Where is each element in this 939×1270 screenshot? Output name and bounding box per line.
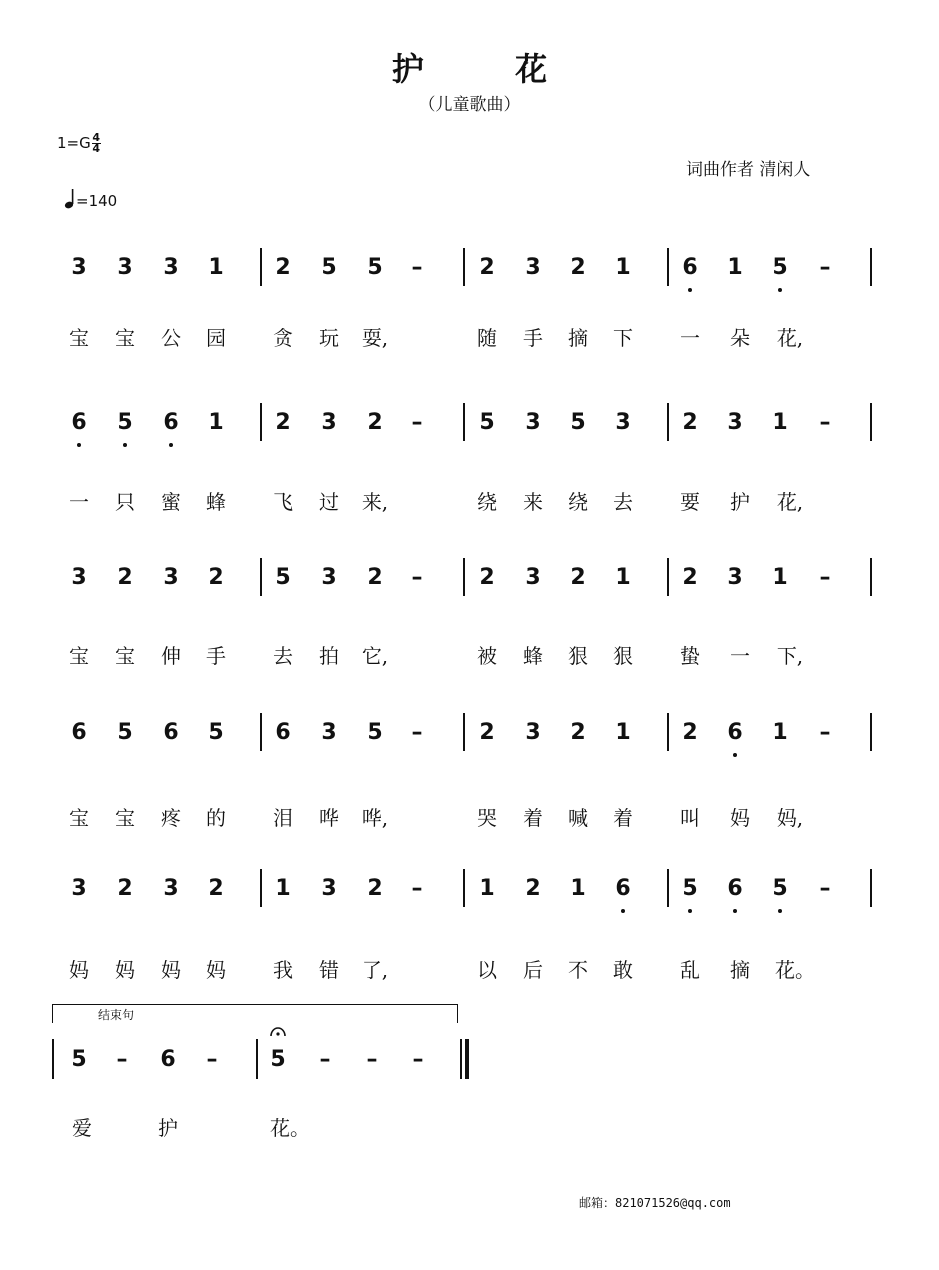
lyric-syllable: 宝 (115, 644, 135, 668)
note: – (412, 1047, 424, 1072)
key-label: 1=G (57, 134, 91, 152)
lyric-syllable: 狠 (568, 644, 588, 668)
lyric-syllable: 妈 (115, 958, 135, 982)
lyric-syllable: 着 (523, 806, 543, 830)
low-octave-dot (778, 909, 782, 913)
barline (260, 869, 262, 907)
note: – (411, 255, 423, 280)
lyric-syllable: 的 (206, 806, 226, 830)
note: 1 (615, 255, 631, 280)
lyric-syllable: 手 (523, 326, 543, 350)
lyric-syllable: 蛰 (680, 644, 700, 668)
lyric-syllable: 一 (69, 490, 89, 514)
author-credit: 词曲作者 清闲人 (686, 160, 811, 180)
note: 2 (570, 565, 586, 590)
barline (667, 713, 669, 751)
note: – (411, 876, 423, 901)
low-octave-dot (688, 288, 692, 292)
lyric-syllable: 疼 (161, 806, 181, 830)
note: 5 (570, 410, 586, 435)
barline (463, 403, 465, 441)
lyric-syllable: 伸 (161, 644, 181, 668)
barline (463, 248, 465, 286)
lyric-syllable: 着 (613, 806, 633, 830)
note: 6 (727, 876, 743, 901)
lyric-syllable: 叫 (680, 806, 700, 830)
lyric-syllable: 贪 (273, 326, 293, 350)
note: 1 (208, 410, 224, 435)
barline (667, 248, 669, 286)
note: 2 (117, 876, 133, 901)
note: 2 (275, 255, 291, 280)
lyric-syllable: 一 (680, 326, 700, 350)
lyric-syllable: 来, (361, 490, 389, 514)
note: 3 (525, 255, 541, 280)
note: 3 (525, 565, 541, 590)
note: – (411, 720, 423, 745)
note: 3 (525, 410, 541, 435)
lyric-syllable: 一 (730, 644, 750, 668)
note: – (819, 410, 831, 435)
lyric-syllable: 来 (523, 490, 543, 514)
note: 1 (208, 255, 224, 280)
note: 2 (367, 565, 383, 590)
lyric-syllable: 狠 (613, 644, 633, 668)
lyric-syllable: 去 (273, 644, 293, 668)
note: – (819, 720, 831, 745)
note: 1 (772, 720, 788, 745)
lyric-syllable: 哗 (319, 806, 339, 830)
barline (667, 869, 669, 907)
note: 6 (71, 410, 87, 435)
lyric-syllable: 宝 (115, 806, 135, 830)
lyric-syllable: 摘 (568, 326, 588, 350)
lyric-syllable: 只 (115, 490, 135, 514)
note: 3 (321, 876, 337, 901)
note: 5 (208, 720, 224, 745)
low-octave-dot (733, 753, 737, 757)
barline (870, 248, 872, 286)
note: 5 (270, 1047, 286, 1072)
footer-email: 邮箱：821071526@qq.com (579, 1196, 731, 1210)
note: – (411, 410, 423, 435)
note: 1 (772, 565, 788, 590)
note: 3 (71, 255, 87, 280)
barline (667, 558, 669, 596)
note: 2 (479, 720, 495, 745)
note: 5 (275, 565, 291, 590)
time-signature (92, 133, 101, 154)
note: 1 (275, 876, 291, 901)
barline (870, 869, 872, 907)
note: 2 (570, 720, 586, 745)
note: 5 (321, 255, 337, 280)
time-bottom: 4 (92, 142, 101, 155)
barline (260, 558, 262, 596)
ending-label: 结束句 (98, 1008, 135, 1022)
barline (260, 248, 262, 286)
note: 5 (479, 410, 495, 435)
fermata-icon (269, 1024, 287, 1038)
note: 6 (160, 1047, 176, 1072)
lyric-syllable: 公 (161, 326, 181, 350)
note: 5 (367, 720, 383, 745)
note: 3 (615, 410, 631, 435)
barline (260, 713, 262, 751)
lyric-syllable: 花, (776, 326, 804, 350)
lyric-syllable: 玩 (319, 326, 339, 350)
barline (260, 403, 262, 441)
note: 1 (772, 410, 788, 435)
note: 2 (682, 410, 698, 435)
note: 1 (727, 255, 743, 280)
lyric-syllable: 被 (477, 644, 497, 668)
lyric-syllable: 随 (477, 326, 497, 350)
barline (463, 869, 465, 907)
note: 1 (570, 876, 586, 901)
note: 3 (71, 876, 87, 901)
lyric-syllable: 绕 (477, 490, 497, 514)
note: 2 (275, 410, 291, 435)
note: 3 (321, 720, 337, 745)
lyric-syllable: 花。 (775, 958, 815, 982)
note: – (411, 565, 423, 590)
note: 5 (117, 410, 133, 435)
lyric-syllable: 过 (319, 490, 339, 514)
low-octave-dot (733, 909, 737, 913)
lyric-syllable: 了, (361, 958, 389, 982)
lyric-syllable: 飞 (273, 490, 293, 514)
lyric-syllable: 宝 (69, 806, 89, 830)
lyric-syllable: 去 (613, 490, 633, 514)
note: 2 (117, 565, 133, 590)
note: 5 (772, 255, 788, 280)
note: 3 (321, 410, 337, 435)
barline (667, 403, 669, 441)
lyric-syllable: 宝 (69, 644, 89, 668)
barline (463, 558, 465, 596)
barline (256, 1039, 258, 1079)
lyric-syllable: 园 (206, 326, 226, 350)
low-octave-dot (123, 443, 127, 447)
lyric-syllable: 护 (158, 1116, 178, 1140)
note: 5 (367, 255, 383, 280)
note: – (366, 1047, 378, 1072)
lyric-syllable: 不 (568, 958, 588, 982)
lyric-syllable: 乱 (680, 958, 700, 982)
low-octave-dot (688, 909, 692, 913)
note: 6 (163, 410, 179, 435)
note: 2 (208, 565, 224, 590)
note: 6 (275, 720, 291, 745)
note: 2 (682, 720, 698, 745)
note: 2 (208, 876, 224, 901)
tempo-marking (64, 188, 117, 210)
quarter-note-icon (64, 188, 76, 210)
lyric-syllable: 妈 (69, 958, 89, 982)
barline (870, 558, 872, 596)
lyric-syllable: 要 (680, 490, 700, 514)
lyric-syllable: 喊 (568, 806, 588, 830)
lyric-syllable: 宝 (69, 326, 89, 350)
note: 3 (525, 720, 541, 745)
lyric-syllable: 妈 (206, 958, 226, 982)
note: 3 (727, 565, 743, 590)
note: 2 (682, 565, 698, 590)
note: 3 (71, 565, 87, 590)
note: – (116, 1047, 128, 1072)
lyric-syllable: 蜜 (161, 490, 181, 514)
note: 2 (525, 876, 541, 901)
note: 5 (71, 1047, 87, 1072)
lyric-syllable: 哗, (361, 806, 389, 830)
lyric-syllable: 妈 (730, 806, 750, 830)
tempo-value: =140 (76, 192, 118, 210)
lyric-syllable: 以 (477, 958, 497, 982)
lyric-syllable: 错 (319, 958, 339, 982)
note: – (819, 565, 831, 590)
note: 2 (570, 255, 586, 280)
lyric-syllable: 妈 (161, 958, 181, 982)
lyric-syllable: 摘 (730, 958, 750, 982)
lyric-syllable: 朵 (730, 326, 750, 350)
lyric-syllable: 拍 (319, 644, 339, 668)
lyric-syllable: 妈, (776, 806, 804, 830)
lyric-syllable: 下 (613, 326, 633, 350)
lyric-syllable: 我 (273, 958, 293, 982)
note: 3 (117, 255, 133, 280)
note: 6 (71, 720, 87, 745)
note: 3 (727, 410, 743, 435)
note: 2 (479, 565, 495, 590)
lyric-syllable: 哭 (477, 806, 497, 830)
lyric-syllable: 花, (776, 490, 804, 514)
note: 5 (772, 876, 788, 901)
lyric-syllable: 泪 (273, 806, 293, 830)
barline (870, 403, 872, 441)
note: 1 (615, 565, 631, 590)
lyric-syllable: 护 (730, 490, 750, 514)
lyric-syllable: 下, (776, 644, 804, 668)
note: 5 (682, 876, 698, 901)
barline (52, 1039, 54, 1079)
key-signature (57, 133, 101, 154)
lyric-syllable: 爱 (72, 1116, 92, 1140)
lyric-syllable: 敢 (613, 958, 633, 982)
note: 1 (615, 720, 631, 745)
note: – (819, 255, 831, 280)
lyric-syllable: 花。 (270, 1116, 310, 1140)
note: 3 (163, 255, 179, 280)
low-octave-dot (621, 909, 625, 913)
low-octave-dot (778, 288, 782, 292)
note: 3 (321, 565, 337, 590)
note: 5 (117, 720, 133, 745)
lyric-syllable: 宝 (115, 326, 135, 350)
note: 6 (163, 720, 179, 745)
note: – (319, 1047, 331, 1072)
lyric-syllable: 蜂 (523, 644, 543, 668)
lyric-syllable: 后 (523, 958, 543, 982)
lyric-syllable: 它, (361, 644, 389, 668)
note: 6 (615, 876, 631, 901)
lyric-syllable: 耍, (361, 326, 389, 350)
lyric-syllable: 手 (206, 644, 226, 668)
note: 2 (479, 255, 495, 280)
note: 6 (727, 720, 743, 745)
barline (870, 713, 872, 751)
lyric-syllable: 绕 (568, 490, 588, 514)
low-octave-dot (77, 443, 81, 447)
time-top: 4 (92, 131, 101, 144)
note: 6 (682, 255, 698, 280)
note: 2 (367, 410, 383, 435)
song-subtitle: （儿童歌曲） (418, 95, 521, 115)
note: 2 (367, 876, 383, 901)
low-octave-dot (169, 443, 173, 447)
barline (463, 713, 465, 751)
song-title: 护 花 (391, 50, 588, 88)
note: 3 (163, 565, 179, 590)
note: 1 (479, 876, 495, 901)
barline (460, 1039, 462, 1079)
note: 3 (163, 876, 179, 901)
barline (465, 1039, 469, 1079)
note: – (819, 876, 831, 901)
note: – (206, 1047, 218, 1072)
lyric-syllable: 蜂 (206, 490, 226, 514)
